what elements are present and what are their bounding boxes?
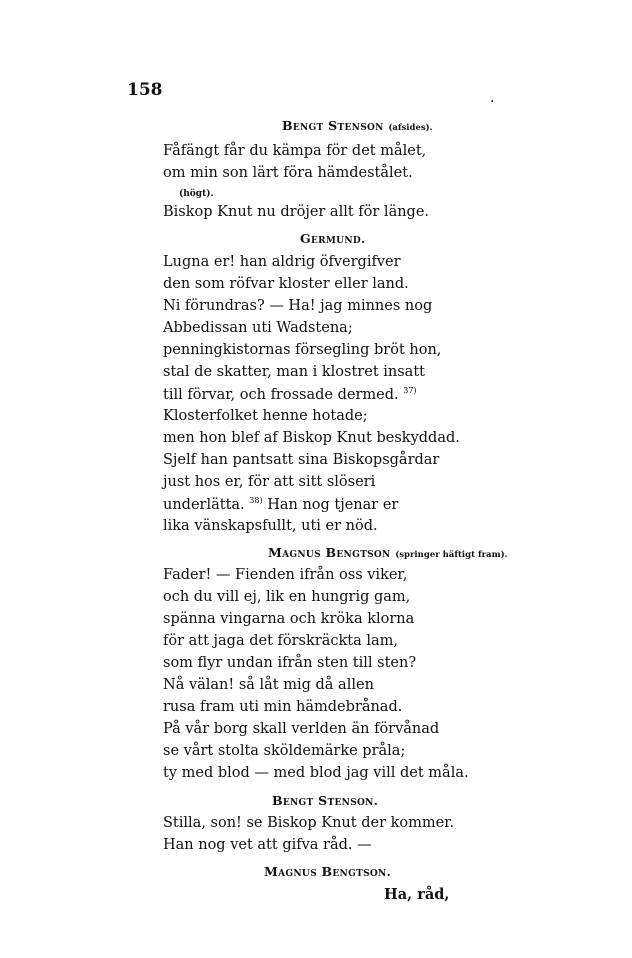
page-number: 158 [127,80,163,100]
verse-line: men hon blef af Biskop Knut beskyddad. [163,430,460,446]
verse-line: Sjelf han pantsatt sina Biskopsgårdar [163,452,440,468]
verse-line: Stilla, son! se Biskop Knut der kommer. [163,815,455,831]
verse-line: På vår borg skall verlden än förvånad [163,721,440,737]
speaker-magnus-bengtson-1 [268,545,508,560]
verse-line: lika vänskapsfullt, uti er nöd. [163,518,378,534]
top-mark: . [490,90,495,106]
speaker-germund: Germund. [300,231,366,246]
verse-text: underlätta. [163,496,245,513]
verse-line: och du vill ej, lik en hungrig gam, [163,589,411,605]
verse-line: Han nog vet att gifva råd. — [163,837,372,853]
stage-direction: (springer häftigt fram). [395,550,508,560]
verse-line: se vårt stolta sköldemärke pråla; [163,743,406,759]
verse-line: penningkistornas försegling bröt hon, [163,342,442,358]
verse-line: rusa fram uti min hämdebrånad. [163,699,403,715]
verse-line: Ha, råd, [384,886,450,903]
stage-direction: (afsides). [388,123,433,133]
verse-line: för att jaga det förskräckta lam, [163,633,398,649]
verse-line [163,386,417,403]
speaker-magnus-bengtson-2: Magnus Bengtson. [264,864,392,879]
speaker-bengt-stenson-1 [282,118,433,133]
verse-text: Han nog tjenar er [267,496,399,513]
verse-line: Biskop Knut nu dröjer allt för länge. [163,204,430,220]
verse-line: Nå välan! så låt mig då allen [163,677,374,693]
verse-line: Fåfängt får du kämpa för det målet, [163,143,427,159]
speaker-name: Magnus Bengtson [268,545,391,560]
verse-line: Ni förundras? — Ha! jag minnes nog [163,298,433,314]
verse-text: till förvar, och frossade dermed. [163,386,399,403]
verse-line: Fader! — Fienden ifrån oss viker, [163,567,408,583]
verse-line: som flyr undan ifrån sten till sten? [163,655,417,671]
verse-line: just hos er, för att sitt slöseri [163,474,376,490]
speaker-name: Bengt Stenson [282,118,384,133]
footnote-ref: 37) [403,386,417,395]
verse-line: om min son lärt föra hämdestålet. [163,165,413,181]
verse-line: den som röfvar kloster eller land. [163,276,409,292]
verse-line: Klosterfolket henne hotade; [163,408,368,424]
verse-line [163,496,398,513]
footnote-ref: 38) [249,496,263,505]
verse-line: ty med blod — med blod jag vill det måla. [163,765,469,781]
speaker-bengt-stenson-2: Bengt Stenson. [272,793,379,808]
verse-line: Lugna er! han aldrig öfvergifver [163,254,401,270]
verse-line: Abbedissan uti Wadstena; [163,320,353,336]
verse-line: spänna vingarna och kröka klorna [163,611,415,627]
verse-line: stal de skatter, man i klostret insatt [163,364,425,380]
stage-direction-aloud: (högt). [179,189,214,199]
